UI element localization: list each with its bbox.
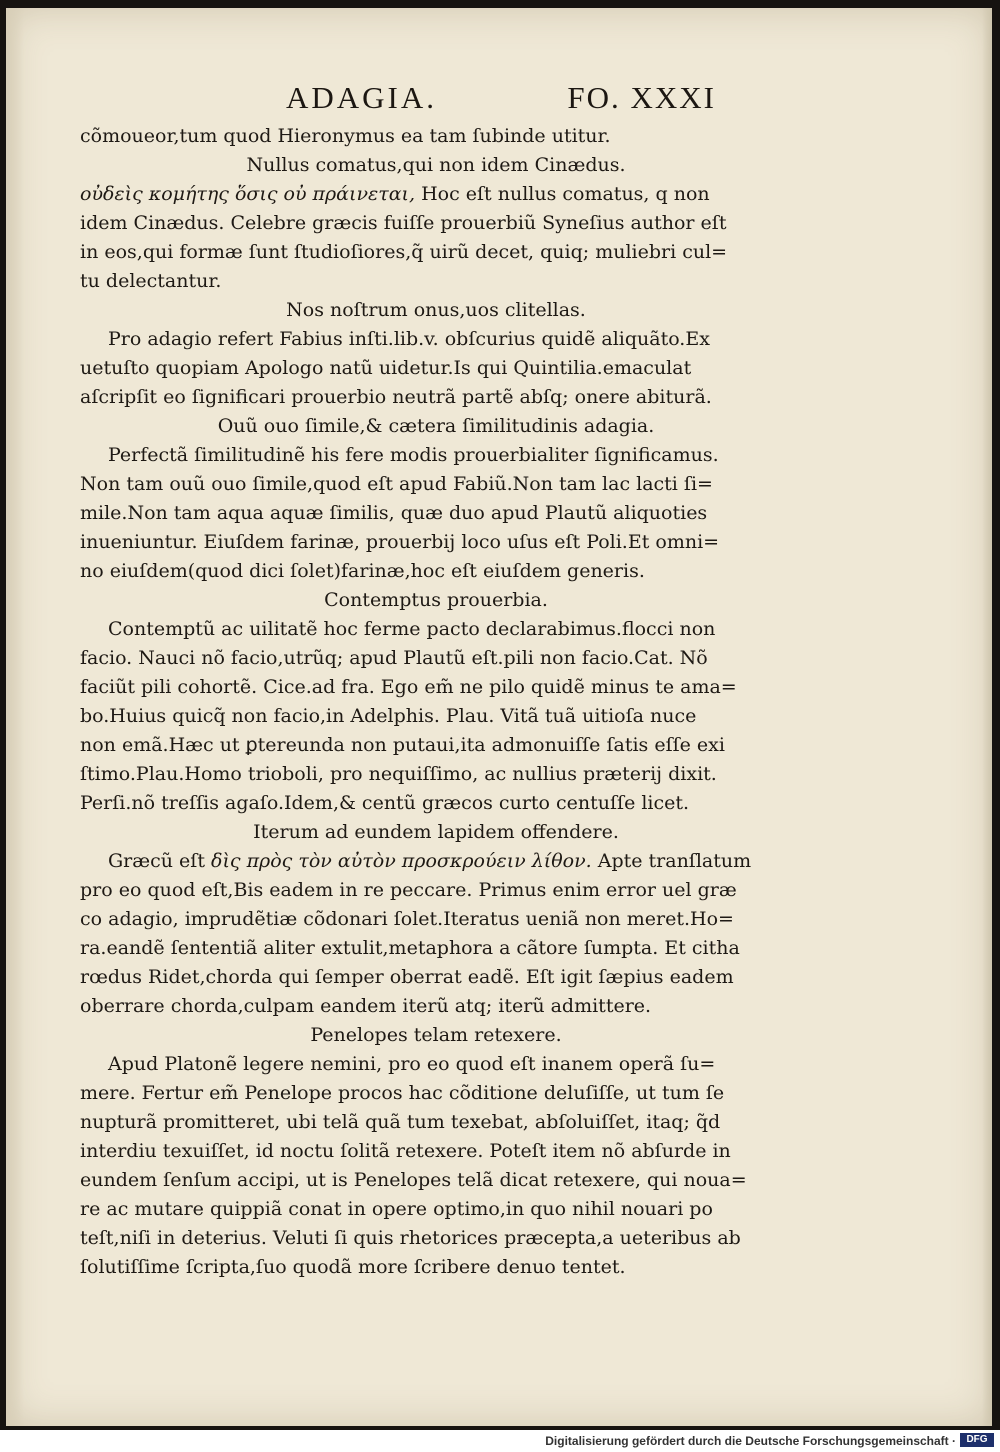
line-text: eundem ſenſum accipi, ut is Penelopes telã dicat retexere, qui noua=	[80, 1169, 747, 1191]
text-block	[80, 122, 792, 1282]
text-line	[80, 325, 792, 354]
line-text: Perfectã ſimilitudinẽ his fere modis prouerbialiter ſignificamus.	[108, 444, 719, 466]
text-line	[80, 1166, 792, 1195]
text-line	[80, 499, 792, 528]
adage-heading	[80, 1021, 792, 1050]
dfg-logo: DFG	[960, 1433, 994, 1447]
text-line	[80, 963, 792, 992]
text-line	[80, 267, 792, 296]
text-line	[80, 1224, 792, 1253]
text-line	[80, 760, 792, 789]
greek-phrase: δὶς πρὸς τὸν αὐτὸν προσκρούειν λίθον.	[211, 850, 592, 872]
adage-heading	[80, 412, 792, 441]
line-text: non emã.Hæc ut ꝑtereunda non putaui,ita admonuiſſe ſatis eſſe exi	[80, 734, 725, 756]
text-line	[80, 1137, 792, 1166]
line-text: Nos noſtrum onus,uos clitellas.	[286, 299, 586, 321]
text-line	[80, 1253, 792, 1282]
line-text: facio. Nauci nõ facio,utrũq; apud Plautũ eſt.pili non facio.Cat. Nõ	[80, 647, 708, 669]
line-text: tu delectantur.	[80, 270, 222, 292]
folio-number: FO. XXXI	[567, 80, 716, 115]
adage-heading	[80, 151, 792, 180]
line-text: Iterum ad eundem lapidem offendere.	[253, 821, 619, 843]
text-line	[80, 1050, 792, 1079]
greek-phrase: οὐδεὶς κομήτης ὅσις οὐ πράινεται,	[80, 183, 416, 205]
line-text: cõmoueor,tum quod Hieronymus ea tam ſubinde utitur.	[80, 125, 611, 147]
line-text: aſcripſit eo ſignificari prouerbio neutrã partẽ abſq; onere abiturã.	[80, 386, 712, 408]
text-line	[80, 209, 792, 238]
line-text: Pro adagio refert Fabius inſti.lib.v. obſcurius quidẽ aliquãto.Ex	[108, 328, 710, 350]
line-text: mere. Fertur em̃ Penelope procos hac cõditione deluſiſſe, ut tum ſe	[80, 1082, 725, 1104]
line-text: rœdus Ridet,chorda qui ſemper oberrat eadẽ. Eſt igit ſæpius eadem	[80, 966, 734, 988]
line-text: Ouũ ouo ſimile,& cætera ſimilitudinis adagia.	[217, 415, 655, 437]
running-title: ADAGIA.	[286, 80, 438, 115]
line-text: Nullus comatus,qui non idem Cinædus.	[246, 154, 626, 176]
text-line	[80, 528, 792, 557]
adage-heading	[80, 296, 792, 325]
line-text: Perſi.nõ treſſis agaſo.Idem,& centũ græcos curto centuſſe licet.	[80, 792, 690, 814]
line-text: teſt,niſi in deterius. Veluti ſi quis rhetorices præcepta,a ueteribus ab	[80, 1227, 741, 1249]
text-line	[80, 383, 792, 412]
line-text: Non tam ouũ ouo ſimile,quod eſt apud Fabiũ.Non tam lac lacti ſi=	[80, 473, 713, 495]
line-text: no eiuſdem(quod dici ſolet)farinæ,hoc eſt eiuſdem generis.	[80, 560, 645, 582]
line-text: faciũt pili cohortẽ. Cice.ad fra. Ego em̃ ne pilo quidẽ minus te ama=	[80, 676, 737, 698]
page-edge-shadow-right	[982, 8, 992, 1426]
text-line	[80, 905, 792, 934]
adage-heading	[80, 818, 792, 847]
text-line	[80, 644, 792, 673]
text-line	[80, 992, 792, 1021]
line-text-continued: Apte tranſlatum	[591, 850, 752, 872]
dfg-credit: Digitalisierung gefördert durch die Deutsche Forschungsgemeinschaft ·	[545, 1434, 956, 1448]
line-text-continued: Hoc eſt nullus comatus, q non	[415, 183, 710, 205]
text-line	[80, 557, 792, 586]
line-text: pro eo quod eſt,Bis eadem in re peccare. Primus enim error uel græ	[80, 879, 737, 901]
line-text: interdiu texuiſſet, id noctu ſolitã retexere. Poteſt item nõ abſurde in	[80, 1140, 731, 1162]
text-line	[80, 1108, 792, 1137]
line-text: Penelopes telam retexere.	[310, 1024, 562, 1046]
line-text: Contemptus prouerbia.	[324, 589, 548, 611]
text-line	[80, 441, 792, 470]
text-line	[80, 702, 792, 731]
text-line	[80, 731, 792, 760]
line-text: mile.Non tam aqua aquæ ſimilis, quæ duo apud Plautũ aliquoties	[80, 502, 708, 524]
text-line	[80, 180, 792, 209]
line-text: oberrare chorda,culpam eandem iterũ atq; iterũ admittere.	[80, 995, 652, 1017]
adage-heading	[80, 586, 792, 615]
footer-bar	[0, 1430, 1000, 1452]
line-text: ſolutiſſime ſcripta,ſuo quodã more ſcribere denuo tentet.	[80, 1256, 626, 1278]
text-line	[80, 354, 792, 383]
text-line	[80, 1195, 792, 1224]
text-line	[80, 934, 792, 963]
text-line	[80, 673, 792, 702]
text-line	[80, 847, 792, 876]
text-line	[80, 1079, 792, 1108]
line-text: uetuſto quopiam Apologo natũ uidetur.Is qui Quintilia.emaculat	[80, 357, 692, 379]
text-line	[80, 789, 792, 818]
text-line	[80, 876, 792, 905]
line-text: co adagio, imprudẽtiæ cõdonari ſolet.Iteratus ueniã non meret.Ho=	[80, 908, 734, 930]
line-text: bo.Huius quicq̃ non facio,in Adelphis. Plau. Vitã tuã uitioſa nuce	[80, 705, 697, 727]
running-head	[286, 80, 716, 124]
text-line	[80, 470, 792, 499]
page-edge-shadow-left	[6, 8, 24, 1426]
text-line	[80, 122, 792, 151]
text-line	[80, 238, 792, 267]
line-text: ra.eandẽ ſententiã aliter extulit,metaphora a cãtore ſumpta. Et citha	[80, 937, 740, 959]
line-text: Græcũ eſt	[108, 850, 211, 872]
book-page	[6, 8, 992, 1426]
line-text: ſtimo.Plau.Homo trioboli, pro nequiſſimo, ac nullius præterij dixit.	[80, 763, 717, 785]
line-text: inueniuntur. Eiuſdem farinæ, prouerbij loco uſus eſt Poli.Et omni=	[80, 531, 720, 553]
line-text: nupturã promitteret, ubi telã quã tum texebat, abſoluiſſet, itaq; q̃d	[80, 1111, 721, 1133]
text-line	[80, 615, 792, 644]
line-text: Apud Platonẽ legere nemini, pro eo quod eſt inanem operã ſu=	[108, 1053, 716, 1075]
line-text: idem Cinædus. Celebre græcis fuiſſe prouerbiũ Syneſius author eſt	[80, 212, 727, 234]
line-text: re ac mutare quippiã conat in opere optimo,in quo nihil nouari po	[80, 1198, 713, 1220]
line-text: in eos,qui formæ ſunt ſtudioſiores,q̃ uirũ decet, quiq; muliebri cul=	[80, 241, 728, 263]
line-text: Contemptũ ac uilitatẽ hoc ferme pacto declarabimus.flocci non	[108, 618, 716, 640]
